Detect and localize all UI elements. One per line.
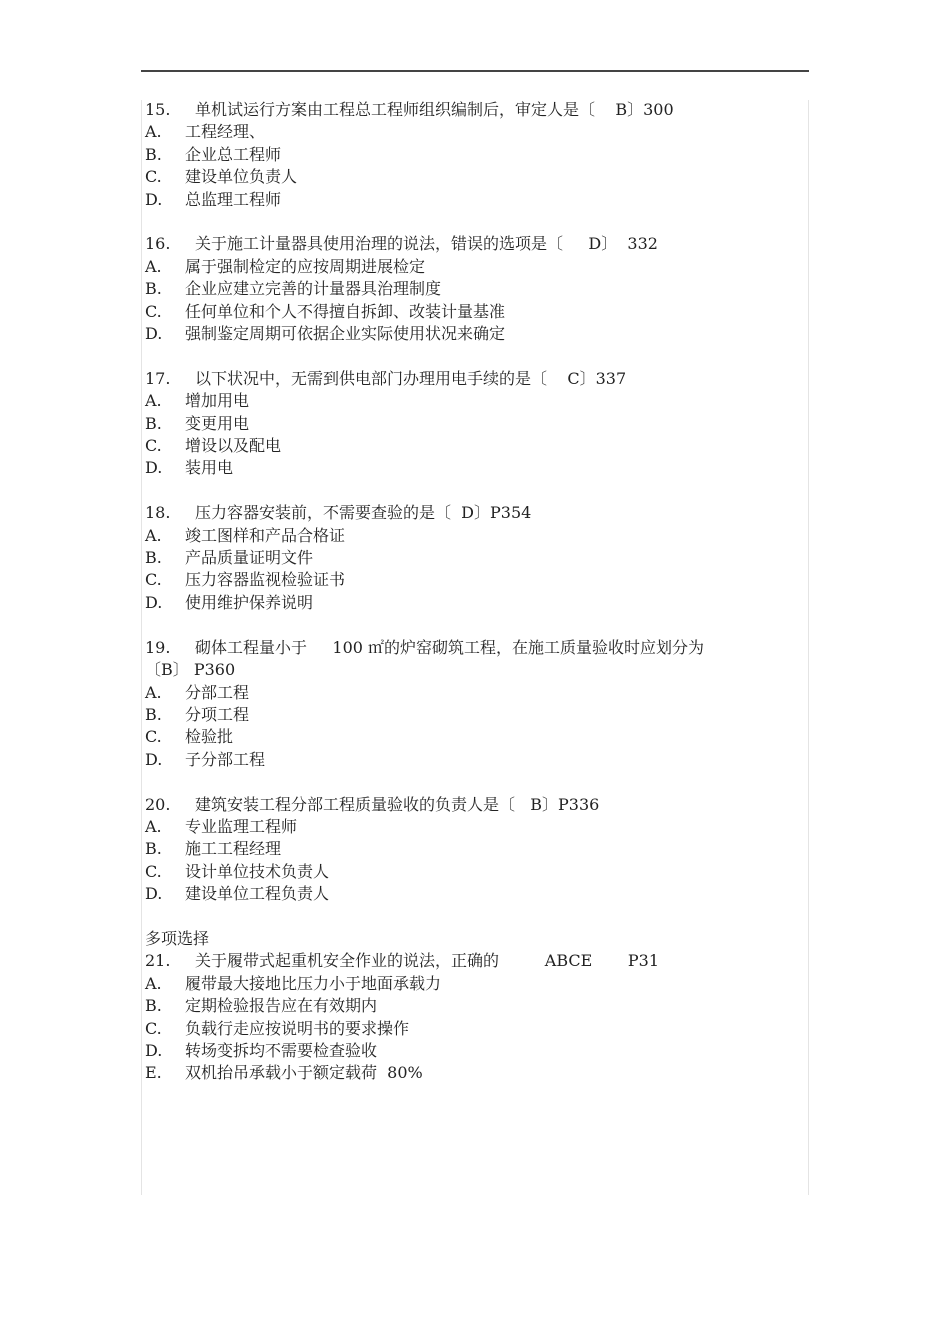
option-text: 设计单位技术负责人 [185,861,330,881]
option-text: 任何单位和个人不得擅自拆卸、改装计量基准 [185,301,506,321]
option-text: 分部工程 [185,682,250,702]
option-letter: C. [145,301,162,321]
option-c [145,569,795,591]
question-stem [145,368,795,390]
question-16 [145,233,795,345]
option-e [145,1062,795,1084]
option-text: 装用电 [185,458,234,478]
option-c [145,861,795,883]
question-stem-continued [145,659,795,681]
option-a [145,256,795,278]
option-letter: C. [145,727,162,747]
option-d [145,749,795,771]
option-letter: A. [145,682,162,702]
option-text: 压力容器监视检验证书 [185,570,346,590]
option-d [145,189,795,211]
option-d [145,1040,795,1062]
option-c [145,435,795,457]
option-text: 属于强制检定的应按周期进展检定 [185,256,426,276]
option-letter: B. [145,839,162,859]
option-b [145,838,795,860]
option-letter: D. [145,1040,163,1060]
option-text: 建设单位负责人 [185,167,298,187]
question-text-continued: 〔B〕 P360 [145,660,236,680]
question-text: 砌体工程量小于 100 ㎡的炉窑砌筑工程，在施工质量验收时应划分为 [195,637,705,657]
question-number: 19. [145,637,171,657]
question-number: 16. [145,234,171,254]
option-a [145,121,795,143]
option-text: 履带最大接地比压力小于地面承载力 [185,973,442,993]
option-letter: B. [145,996,162,1016]
option-text: 增设以及配电 [185,436,282,456]
option-letter: D. [145,884,163,904]
option-text: 竣工图样和产品合格证 [185,525,346,545]
option-d [145,592,795,614]
option-letter: A. [145,122,162,142]
document-body [145,99,795,1107]
option-letter: A. [145,973,162,993]
option-text: 工程经理、 [185,122,266,142]
option-c [145,1018,795,1040]
question-text: 建筑安装工程分部工程质量验收的负责人是〔 B〕P336 [195,794,600,814]
option-b [145,547,795,569]
question-stem [145,502,795,524]
question-number: 21. [145,951,171,971]
question-text: 单机试运行方案由工程总工程师组织编制后，审定人是〔 B〕300 [195,100,674,119]
option-a [145,816,795,838]
option-b [145,144,795,166]
option-letter: B. [145,704,162,724]
option-c [145,726,795,748]
option-text: 增加用电 [185,391,250,411]
question-text: 关于施工计量器具使用治理的说法，错误的选项是〔 D〕 332 [195,234,658,254]
option-text: 转场变拆均不需要检查验收 [185,1040,378,1060]
question-stem [145,99,795,121]
option-d [145,883,795,905]
option-letter: B. [145,548,162,568]
question-18 [145,502,795,614]
question-19 [145,637,795,771]
question-text: 压力容器安装前，不需要查验的是〔 D〕P354 [195,503,532,523]
section-title: 多项选择 [145,928,210,948]
option-b [145,278,795,300]
option-d [145,457,795,479]
option-letter: C. [145,861,162,881]
option-letter: A. [145,816,162,836]
page-frame-left [141,100,142,1195]
option-a [145,973,795,995]
option-text: 产品质量证明文件 [185,548,314,568]
option-letter: D. [145,749,163,769]
option-text: 施工工程经理 [185,839,282,859]
option-d [145,323,795,345]
question-stem [145,794,795,816]
option-text: 专业监理工程师 [185,816,298,836]
question-21 [145,950,795,1084]
option-letter: D. [145,458,163,478]
option-letter: E. [145,1063,162,1083]
option-text: 总监理工程师 [185,189,282,209]
question-20 [145,794,795,906]
question-text: 关于履带式起重机安全作业的说法，正确的 ABCE P31 [195,951,660,971]
option-text: 建设单位工程负责人 [185,884,330,904]
option-letter: A. [145,391,162,411]
question-number: 20. [145,794,171,814]
option-letter: C. [145,570,162,590]
option-b [145,413,795,435]
option-letter: A. [145,256,162,276]
question-15 [145,99,795,211]
header-rule [141,70,809,72]
question-stem [145,233,795,255]
option-letter: C. [145,436,162,456]
option-text: 负载行走应按说明书的要求操作 [185,1018,410,1038]
option-text: 子分部工程 [185,749,266,769]
option-letter: C. [145,167,162,187]
option-letter: D. [145,324,163,344]
option-c [145,301,795,323]
option-text: 分项工程 [185,704,250,724]
page-frame-right [808,100,809,1195]
option-letter: B. [145,279,162,299]
option-letter: D. [145,189,163,209]
option-a [145,390,795,412]
option-c [145,166,795,188]
question-number: 18. [145,503,171,523]
option-text: 双机抬吊承载小于额定载荷 80% [185,1063,423,1083]
option-letter: B. [145,413,162,433]
question-stem [145,637,795,659]
option-text: 变更用电 [185,413,250,433]
option-b [145,995,795,1017]
option-text: 使用维护保养说明 [185,592,314,612]
option-letter: B. [145,144,162,164]
option-a [145,525,795,547]
option-text: 企业应建立完善的计量器具治理制度 [185,279,442,299]
option-a [145,682,795,704]
option-letter: C. [145,1018,162,1038]
question-number: 17. [145,368,171,388]
question-text: 以下状况中，无需到供电部门办理用电手续的是〔 C〕337 [195,368,627,388]
option-text: 强制鉴定周期可依据企业实际使用状况来确定 [185,324,506,344]
option-letter: A. [145,525,162,545]
option-text: 定期检验报告应在有效期内 [185,996,378,1016]
question-stem [145,950,795,972]
question-17 [145,368,795,480]
option-b [145,704,795,726]
question-number: 15. [145,100,171,119]
option-text: 检验批 [185,727,234,747]
option-letter: D. [145,592,163,612]
option-text: 企业总工程师 [185,144,282,164]
